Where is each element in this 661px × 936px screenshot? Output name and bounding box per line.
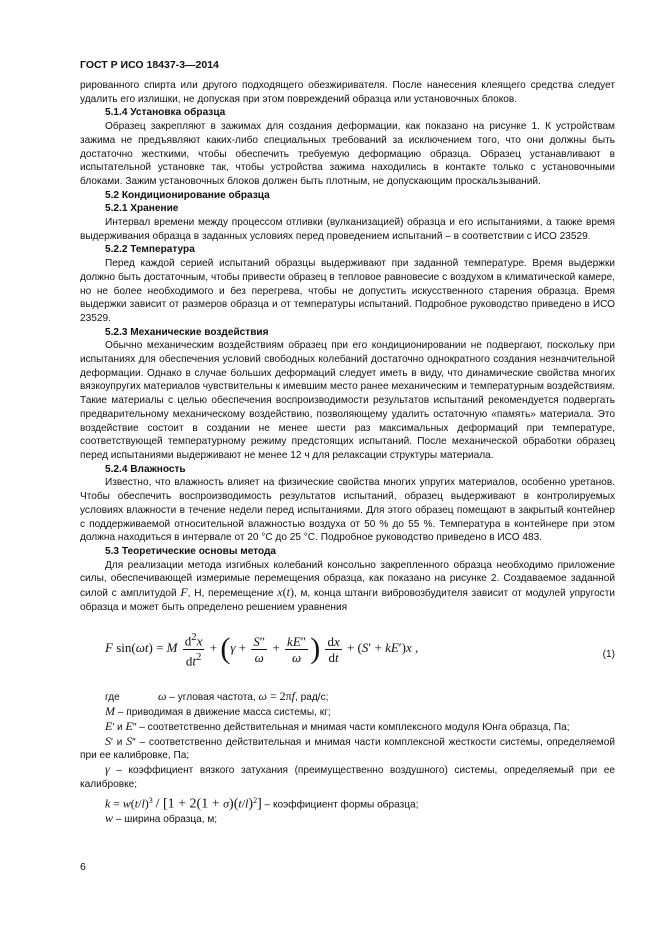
paragraph-5-3: Для реализации метода изгибных колебаний консольно закрепленного образца необходимо приложение силы, обеспечивающей измеримые перемещения образца, как показано на рисунке 2. Создаваемое заданной силой с амплитудой F, Н, перемещение x(t), м, конца штанги вибровозбудителя зависит от модулей упругости образца и может быть определено решением уравнения	[80, 559, 615, 613]
where-omega: где ω – угловая частота, ω = 2πf, рад/с;	[80, 690, 615, 705]
page-number: 6	[80, 861, 86, 873]
paragraph-5-1-4: Образец закрепляют в зажимах для создания деформации, как показано на рисунке 1. К устройствам зажима не предъявляют каких-либо специальных требований за исключением того, что они должны быть достаточно жесткими, чтобы обеспечить требуемую деформацию образца. Образец устанавливают в испытательной установке так, чтобы устройства зажима находились в контакте только с установочными блоками. Зажим установочных блоков должен быть плотным, не допускающим проскальзываний.	[80, 121, 615, 187]
paragraph-5-2-2: Перед каждой серией испытаний образцы выдерживают при заданной температуре. Время выдержки должно быть достаточным, чтобы привести образец в тепловое равновесие с воздухом в климатической камере, но не более необходимого и без перегрева, чтобы не допустить искусственного старения образца. Время выдержки зависит от размеров образца и от температуры испытаний. Подробное руководство приведено в ИСО 23529.	[80, 258, 615, 324]
equation-1	[80, 620, 615, 688]
where-width: w – ширина образца, м;	[105, 811, 218, 826]
heading-5-2-3: 5.2.3 Механические воздействия	[105, 326, 269, 338]
paragraph-5-3-part-c: , м, конца штанги вибровозбудителя зависит от модулей упругости образца и может быть определено решением уравнения	[80, 588, 615, 613]
paragraph-5-3-part-b: , Н, перемещение	[187, 588, 274, 600]
heading-5-3: 5.3 Теоретические основы метода	[105, 545, 277, 557]
equation-expression: F sin(ωt) = M $\frac{d^2x}{dt^2}$ + (γ + $\frac{S''}{\omega}$ + $\frac{kE''}{\omega}$ ) $\frac{dx}{dt}$ + (S′ + kE′)x ,	[105, 631, 419, 669]
heading-5-2-2: 5.2.2 Температура	[105, 244, 195, 256]
where-label: где	[105, 692, 120, 704]
paragraph-continuation: рированного спирта или другого подходящего обезжиривателя. После нанесения клеящего средства следует удалить его излишки, не допуская при этом повреждений образца или установочных блоков.	[80, 80, 615, 105]
heading-5-2-1: 5.2.1 Хранение	[105, 203, 179, 215]
paragraph-5-2-3: Обычно механическим воздействиям образец при его кондиционировании не подвергают, поскольку при испытаниях для обеспечения условий свободных колебаний достаточно однократного создания незначительной деформации. Однако в случае больших деформаций следует иметь в виду, что динамические свойства многих вязкоупругих материалов чувствительны к имевшим место ранее механическим и температурным воздействиям. Такие материалы с целью обеспечения воспроизводимости результатов испытаний рекомендуется подвергать предварительному механическому воздействию, позволяющему удалить остаточную «память» материала. Это воздействие состоит в создании не менее шести раз максимальных деформаций при температуре, соответствующей температурному режиму предстоящих испытаний. После механической обработки образец перед испытаниями выдерживают не менее 12 ч для релаксации структуры материала.	[80, 340, 615, 461]
paragraph-5-3-part-a: Для реализации метода изгибных колебаний консольно закрепленного образца необходимо приложение силы, обеспечивающей измеримые перемещения образца, как показано на рисунке 2. Создаваемое заданной силой с амплитудой	[80, 559, 615, 600]
document-body	[80, 79, 615, 827]
where-mass: M – приводимая в движение масса системы, кг;	[105, 704, 331, 719]
paragraph-5-2-4: Известно, что влажность влияет на физические свойства многих упругих материалов, особенно уретанов. Чтобы обеспечить воспроизводимость результатов испытаний, образец выдерживают в контролируемых условиях влажности в течение недели перед испытаниями. Для этого образец помещают в закрытый контейнер с поддерживаемой относительной влажностью воздуха от 50 % до 55 %. Температура в контейнере при этом должна находиться в интервале от 20 °C до 25 °C. Подробное руководство приведено в ИСО 483.	[80, 477, 615, 544]
where-young-modulus: E′ и E″ – соответственно действительная и мнимая части комплексного модуля Юнга образца, Па;	[105, 718, 570, 733]
equation-number: (1)	[602, 649, 615, 661]
heading-5-2-4: 5.2.4 Влажность	[105, 463, 186, 475]
heading-5-1-4: 5.1.4 Установка образца	[105, 107, 226, 119]
where-stiffness: S′ и S″ – соответственно действительная и мнимая части комплексной жесткости системы, определяемой при ее калибровке, Па;	[80, 733, 615, 762]
heading-5-2: 5.2 Кондиционирование образца	[105, 189, 270, 201]
where-gamma: γ – коэффициент вязкого затухания (преимущественно воздушного) системы, определяемый при ее калибровке;	[80, 761, 615, 790]
where-shape-factor: $k = w(t/l)^3 / [1 + 2(1 + \sigma)(t/l)^2]$ – коэффициент формы образца;	[105, 796, 419, 812]
paragraph-5-2-1: Интервал времени между процессом отливки (вулканизацией) образца и его испытаниями, а также время выдерживания образца в заданных условиях перед проведением испытаний – в соответствии с ИСО 23529.	[80, 217, 615, 242]
document-header: ГОСТ Р ИСО 18437-3—2014	[80, 59, 219, 71]
